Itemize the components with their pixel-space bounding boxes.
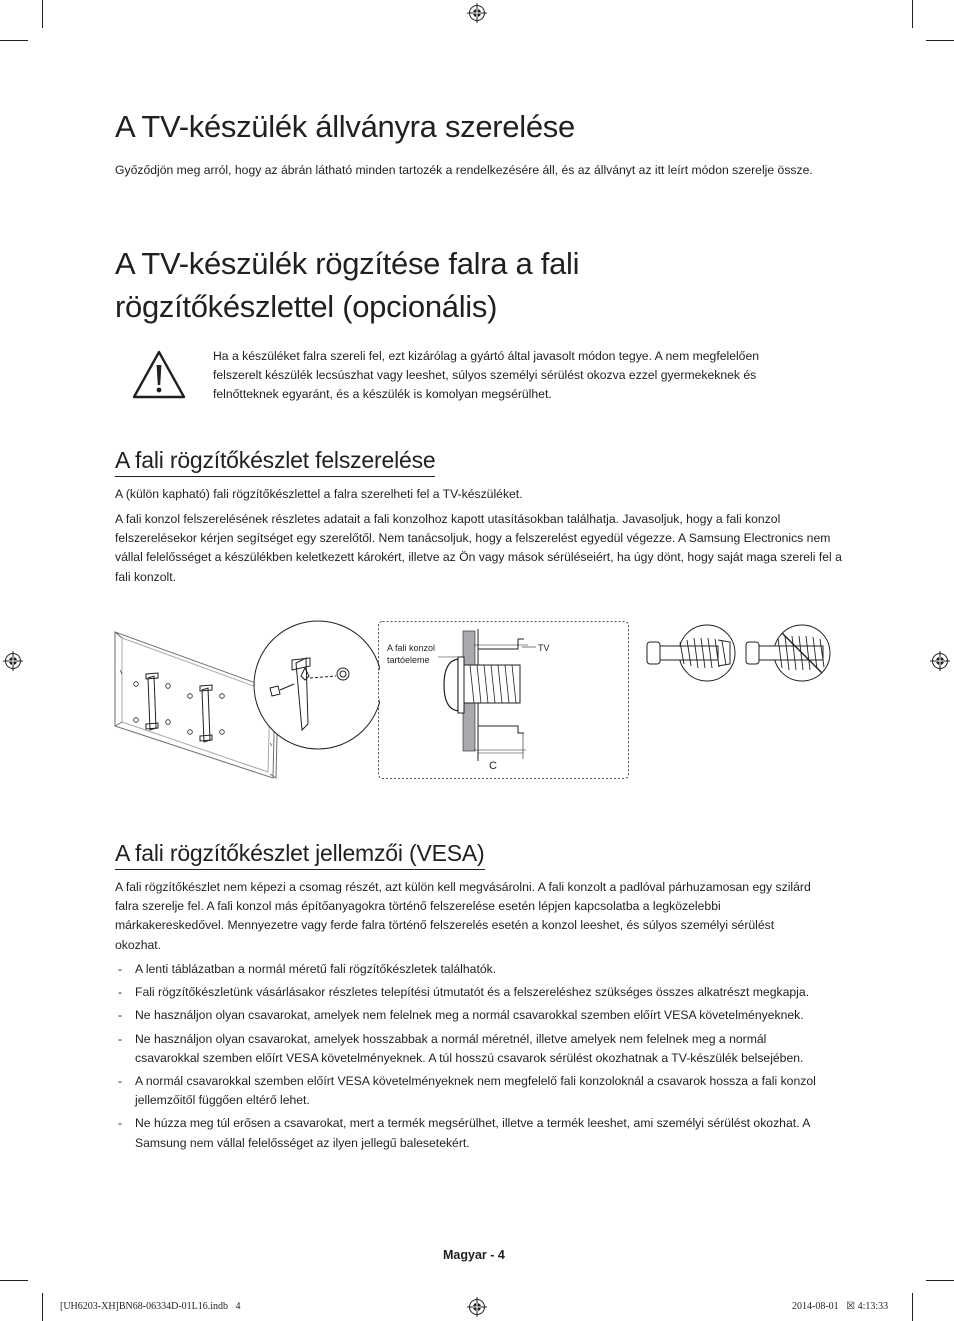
section-title-wall-mount [115, 245, 835, 326]
wall-bracket-cross-section [378, 621, 629, 779]
crop-mark [42, 0, 43, 28]
registration-mark-icon [930, 651, 950, 671]
crop-mark [0, 40, 28, 41]
list-item-text: Ne húzza meg túl erősen a csavarokat, mert a termék megsérülhet, illetve a termék leeshet, ami személyi sérülést okozhat. A Samsung nem vállal felelősséget az ilyen jellegű balesetekért. [135, 1116, 810, 1150]
list-item [115, 1114, 830, 1152]
footer-file-info: [UH6203-XH]BN68-06334D-01L16.indb 4 [60, 1301, 241, 1312]
list-bullet: - [118, 962, 123, 976]
list-item [115, 1030, 830, 1068]
list-item [115, 960, 830, 979]
list-bullet: - [118, 1074, 123, 1089]
diagram-label-tv: TV [538, 643, 550, 653]
subsection-paragraph: A fali konzol felszerelésének részletes adatait a fali konzolhoz kapott utasításokban találhatja. Javasoljuk, hogy a fali konzol felszerelésekor kérjen segítséget egy szerelőtől. Nem tanácsoljuk, hogy a felszerelést egyedül végezze. A Samsung Electronics nem vállal felelősséget a készülékben keletkezett károkért, illetve az Ön vagy mások sérüléseiért, ha úgy dönt, hogy saját maga szereli fel a fali konzolt. [115, 512, 842, 584]
subsection-paragraph: A (külön kapható) fali rögzítőkészlettel a falra szerelheti fel a TV-készüléket. [115, 487, 523, 501]
list-item-text: Ne használjon olyan csavarokat, amelyek hosszabbak a normál méretnél, illetve amelyek nem felelnek meg a normál csavarokkal szemben előírt VESA követelményeknek. A túl hosszú csavarok sérülést okozhatnak a TV-készülék belsejében. [135, 1031, 804, 1065]
incorrect-screw-icon [746, 625, 830, 681]
list-item-text: Ne használjon olyan csavarokat, amelyek nem felelnek meg a normál csavarokkal szemben előírt VESA követelményeknek. [135, 1008, 804, 1023]
list-item-text: A lenti táblázatban a normál méretű fali rögzítőkészletek találhatók. [135, 962, 497, 976]
list-item [115, 1006, 830, 1025]
list-item [115, 1072, 830, 1110]
crop-mark [926, 40, 954, 41]
crop-mark [926, 1280, 954, 1281]
vesa-paragraph: A fali rögzítőkészlet nem képezi a csomag részét, azt külön kell megvásárolni. A fali konzolt a padlóval párhuzamosan egy szilárd falra szerelje fel. A fali konzol más építőanyagokra történő felszerelése esetén lépjen kapcsolatba a legközelebbi márkakereskedővel. Mennyezetre vagy ferde falra történő felszerelés esetén a konzol leeshet, és súlyos személyi sérülést okozhat. [115, 880, 811, 952]
vesa-notes-list [115, 960, 830, 1157]
registration-mark-icon [3, 651, 23, 671]
list-bullet: - [118, 1116, 123, 1131]
crop-mark [0, 1280, 28, 1281]
list-bullet: - [118, 1031, 123, 1046]
section-title-line: A TV-készülék rögzítése falra a fali [115, 246, 580, 281]
list-item-text: A normál csavarokkal szemben előírt VESA követelményeknek nem megfelelő fali konzoloknál a csavarok hossza a fali konzol jellemzőitől függően eltérő lehet. [135, 1074, 816, 1108]
warning-triangle-icon [131, 349, 187, 401]
subsection-title-vesa: A fali rögzítőkészlet jellemzői (VESA) [115, 840, 485, 870]
list-item-text: Fali rögzítőkészletünk vásárlásakor részletes telepítési útmutatót és a felszereléshez szükséges összes alkatrészt megkapja. [135, 985, 810, 1000]
section-title-stand: A TV-készülék állványra szerelése [115, 109, 575, 144]
diagram-label-bracket: tartóeleme [387, 655, 430, 665]
page-number: Magyar - 4 [443, 1248, 505, 1262]
crop-mark [42, 1293, 43, 1321]
subsection-title-install: A fali rögzítőkészlet felszerelése [115, 447, 435, 477]
diagram-label-c: C [489, 760, 497, 772]
crop-mark [912, 1293, 913, 1321]
screw-comparison-diagram [642, 620, 836, 686]
crop-mark [912, 0, 913, 28]
tv-back-diagram [110, 618, 380, 786]
list-bullet: - [118, 985, 123, 1000]
warning-text: Ha a készüléket falra szereli fel, ezt kizárólag a gyártó által javasolt módon tegye. A nem megfelelően felszerelt készülék lecsúszhat vagy leeshet, súlyos személyi sérülést okozva ezzel gyermekeknek és felnőtteknek egyaránt, és a készülék is komolyan megsérülhet. [213, 349, 760, 402]
correct-screw-icon [647, 625, 735, 681]
section-title-line: rögzítőkészlettel (opcionális) [115, 289, 498, 324]
section-paragraph-stand: Győződjön meg arról, hogy az ábrán látható minden tartozék a rendelkezésére áll, és az állványt az itt leírt módon szerelje össze. [115, 163, 813, 177]
list-bullet: - [118, 1008, 123, 1023]
registration-mark-icon [467, 1297, 487, 1317]
footer-timestamp: 2014-08-01 ☒ 4:13:33 [792, 1301, 889, 1312]
diagram-label-bracket: A fali konzol [387, 643, 436, 653]
registration-mark-icon [467, 3, 487, 23]
list-item [115, 983, 830, 1002]
